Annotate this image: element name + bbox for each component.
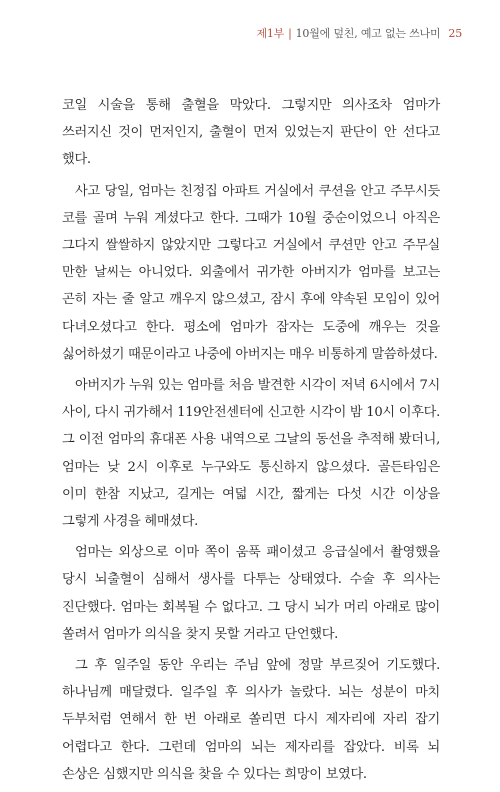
paragraph: 사고 당일, 엄마는 친정집 아파트 거실에서 쿠션을 안고 주무시듯 코를 골며 누워 계셨다고 한다. 그때가 10월 중순이었으니 아직은 그다지 쌀쌀하지 않았지만 그렇다고 거실에서 쿠션만 안고 주무실 만한 날씨는 아니었다. 외출에서 귀가한 아버지가 엄마를 보고는 곤히 자는 줄 알고 깨우지 않으셨고, 잠시 후에 약속된 모임이 있어 다녀오셨다고 한다. 평소에 엄마가 잠자는 도중에 깨우는 것을 싫어하셨기 때문이라고 나중에 아버지는 매우 비통하게 말씀하셨다. [62, 183, 440, 362]
chapter-title: 10월에 덮친, 예고 없는 쓰나미 [295, 27, 441, 40]
paragraph: 엄마는 외상으로 이마 쪽이 움푹 패이셨고 응급실에서 촬영했을 당시 뇌출혈이 심해서 생사를 다투는 상태였다. 수술 후 의사는 진단했다. 엄마는 회복될 수 없다고. 그 당시 뇌가 머리 아래로 많이 쏠려서 엄마가 의식을 찾지 못할 거라고 단언했다. [62, 545, 440, 642]
paragraph: 코일 시술을 통해 출혈을 막았다. 그렇지만 의사조차 엄마가 쓰러지신 것이 먼저인지, 출혈이 먼저 있었는지 판단이 안 선다고 했다. [62, 98, 440, 168]
body-text [62, 92, 440, 792]
running-header [256, 25, 462, 41]
paragraph: 그 후 일주일 동안 우리는 주님 앞에 정말 부르짖어 기도했다. 하나님께 매달렸다. 일주일 후 의사가 놀랐다. 뇌는 성분이 마치 두부처럼 연해서 한 번 아래로 쏠리면 다시 제자리에 자리 잡기 어렵다고 한다. 그런데 엄마의 뇌는 제자리를 잡았다. 비록 뇌 손상은 심했지만 의식을 찾을 수 있다는 희망이 보였다. [62, 658, 440, 782]
part-label: 제1부 [256, 27, 285, 40]
page-number: 25 [448, 27, 462, 40]
separator: | [288, 27, 292, 40]
paragraph: 아버지가 누워 있는 엄마를 처음 발견한 시각이 저녁 6시에서 7시 사이, 다시 귀가해서 119안전센터에 신고한 시각이 밤 10시 이후다. 그 이전 엄마의 휴대폰 사용 내역으로 그날의 동선을 추적해 봤더니, 엄마는 낮 2시 이후로 누구와도 통신하지 않으셨다. 골든타임은 이미 한참 지났고, 길게는 여덟 시간, 짧게는 다섯 시간 이상을 그렇게 사경을 헤매셨다. [62, 378, 440, 530]
